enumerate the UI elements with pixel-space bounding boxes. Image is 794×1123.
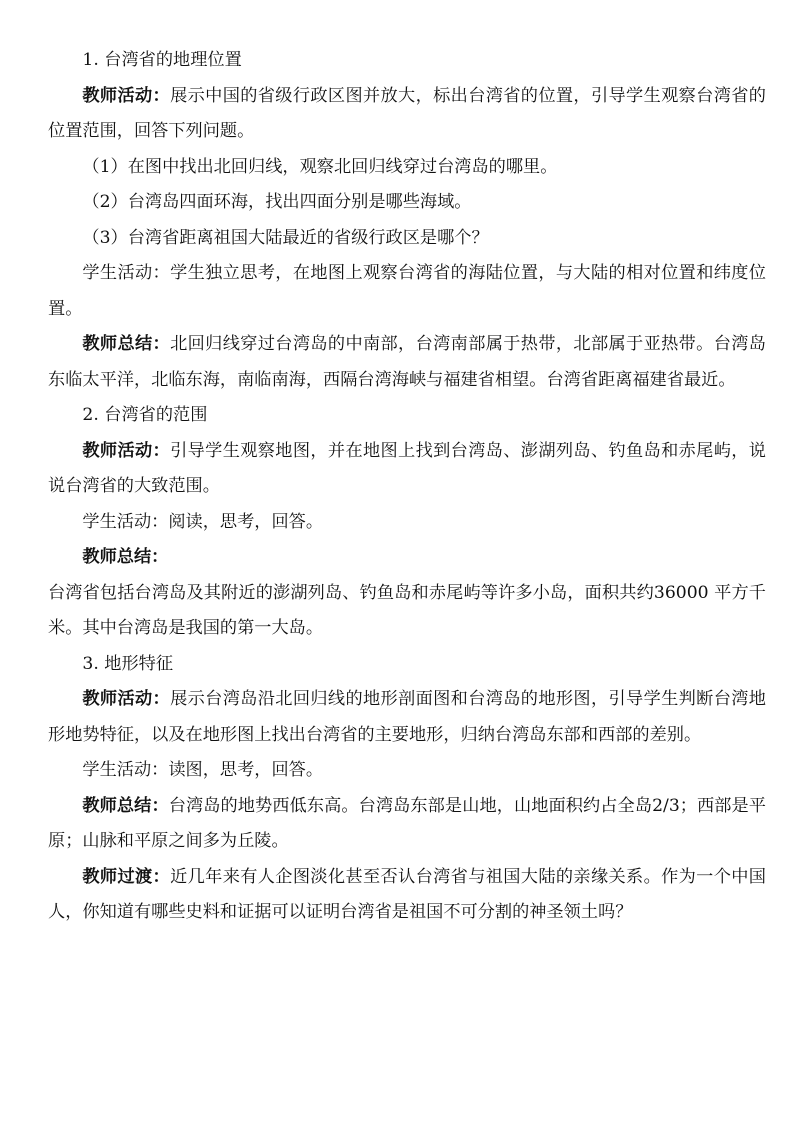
teacher-summary-text: 台湾岛的地势西低东高。台湾岛东部是山地，山地面积约占全岛2/3；西部是平原；山脉和平原之间多为丘陵。 (48, 795, 766, 851)
teacher-summary-paragraph (48, 789, 766, 860)
teacher-activity-label: 教师活动： (82, 689, 171, 709)
teacher-activity-text: 引导学生观察地图，并在地图上找到台湾岛、澎湖列岛、钓鱼岛和赤尾屿，说说台湾省的大致范围。 (48, 440, 766, 496)
teacher-summary-paragraph (48, 327, 766, 398)
teacher-activity-paragraph (48, 79, 766, 150)
section-heading-extent: 2. 台湾省的范围 (82, 405, 208, 425)
teacher-summary-text: 台湾省包括台湾岛及其附近的澎湖列岛、钓鱼岛和赤尾屿等许多小岛，面积共约36000 平方千米。其中台湾岛是我国的第一大岛。 (48, 582, 766, 638)
student-activity-paragraph: 学生活动：学生独立思考，在地图上观察台湾省的海陆位置，与大陆的相对位置和纬度位置。 (48, 263, 766, 319)
student-activity-paragraph: 学生活动：阅读，思考，回答。 (82, 511, 324, 532)
teacher-transition-label: 教师过渡： (82, 866, 171, 887)
document-page (48, 43, 766, 931)
teacher-activity-paragraph (48, 434, 766, 505)
section-heading-location: 1. 台湾省的地理位置 (82, 50, 242, 70)
section-heading-terrain: 3. 地形特征 (82, 653, 174, 674)
teacher-summary-text: 北回归线穿过台湾岛的中南部，台湾南部属于热带，北部属于亚热带。台湾岛东临太平洋，北临东海，南临南海，西隔台湾海峡与福建省相望。台湾省距离福建省最近。 (48, 334, 766, 390)
teacher-activity-label: 教师活动： (82, 85, 171, 106)
teacher-transition-text: 近几年来有人企图淡化甚至否认台湾省与祖国大陆的亲缘关系。作为一个中国人，你知道有哪些史料和证据可以证明台湾省是祖国不可分割的神圣领土吗？ (48, 866, 766, 922)
teacher-summary-label: 教师总结： (82, 334, 171, 354)
question-2: （2）台湾岛四面环海，找出四面分别是哪些海域。 (82, 192, 472, 212)
teacher-activity-label: 教师活动： (82, 440, 171, 461)
student-activity-paragraph: 学生活动：读图，思考，回答。 (82, 760, 324, 780)
teacher-activity-text: 展示中国的省级行政区图并放大，标出台湾省的位置，引导学生观察台湾省的位置范围，回答下列问题。 (48, 85, 766, 141)
teacher-activity-paragraph (48, 682, 766, 753)
teacher-summary-label: 教师总结： (82, 547, 169, 567)
teacher-summary-label: 教师总结： (82, 795, 169, 816)
teacher-activity-text: 展示台湾岛沿北回归线的地形剖面图和台湾岛的地形图，引导学生判断台湾地形地势特征，以及在地形图上找出台湾省的主要地形，归纳台湾岛东部和西部的差别。 (48, 689, 766, 745)
question-3: （3）台湾省距离祖国大陆最近的省级行政区是哪个？ (82, 227, 489, 248)
teacher-transition-paragraph (48, 860, 766, 931)
question-1: （1）在图中找出北回归线，观察北回归线穿过台湾岛的哪里。 (82, 156, 558, 177)
